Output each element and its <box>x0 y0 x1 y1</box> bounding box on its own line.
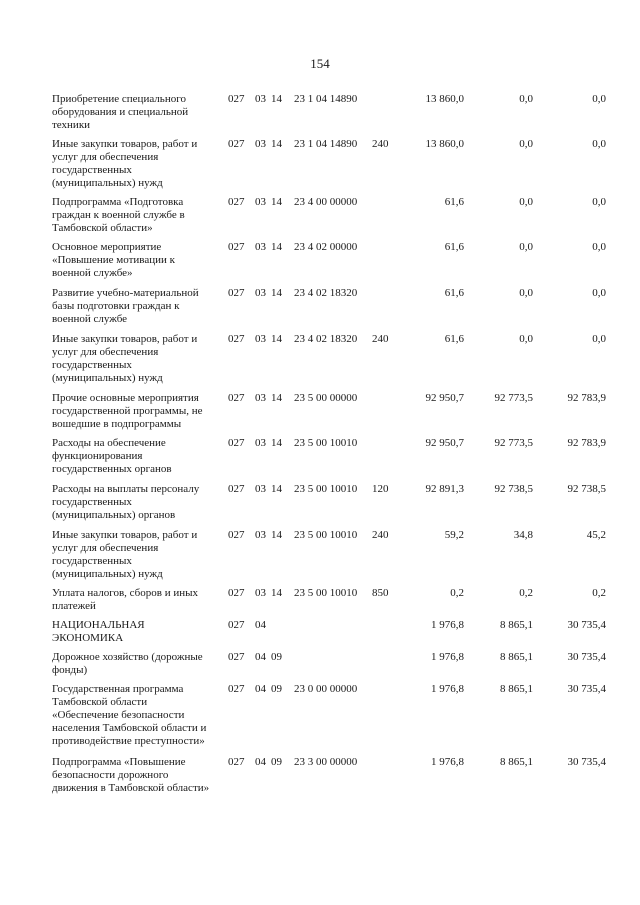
row-value-2: 8 865,1 <box>500 683 533 695</box>
row-section-code: 03 <box>255 437 266 449</box>
row-ved-code: 027 <box>228 587 245 599</box>
row-ved-code: 027 <box>228 619 245 631</box>
row-value-3: 0,0 <box>592 196 606 208</box>
row-expense-type: 850 <box>372 587 389 599</box>
row-subsection-code: 14 <box>271 93 282 105</box>
row-target-article: 23 4 02 18320 <box>294 287 358 299</box>
row-subsection-code: 14 <box>271 587 282 599</box>
row-value-1: 1 976,8 <box>431 756 464 768</box>
row-value-2: 92 773,5 <box>494 392 533 404</box>
row-subsection-code: 09 <box>271 756 282 768</box>
row-section-code: 04 <box>255 756 266 768</box>
row-target-article: 23 5 00 10010 <box>294 587 358 599</box>
row-section-code: 03 <box>255 392 266 404</box>
row-value-1: 92 950,7 <box>425 392 464 404</box>
row-value-3: 0,0 <box>592 333 606 345</box>
row-value-2: 0,0 <box>519 241 533 253</box>
row-value-1: 92 891,3 <box>425 483 464 495</box>
row-ved-code: 027 <box>228 93 245 105</box>
row-value-1: 1 976,8 <box>431 619 464 631</box>
row-subsection-code: 14 <box>271 437 282 449</box>
row-value-3: 30 735,4 <box>567 756 606 768</box>
row-value-1: 59,2 <box>444 529 464 541</box>
row-target-article: 23 1 04 14890 <box>294 93 358 105</box>
row-value-2: 92 738,5 <box>494 483 533 495</box>
row-name: Дорожное хозяйство (дорожные фонды) <box>52 651 203 676</box>
row-value-3: 92 738,5 <box>567 483 606 495</box>
row-expense-type: 120 <box>372 483 389 495</box>
row-value-3: 0,2 <box>592 587 606 599</box>
row-subsection-code: 14 <box>271 529 282 541</box>
row-value-1: 13 860,0 <box>425 93 464 105</box>
row-target-article: 23 5 00 00000 <box>294 392 358 404</box>
row-ved-code: 027 <box>228 483 245 495</box>
row-value-1: 61,6 <box>444 333 464 345</box>
row-section-code: 03 <box>255 138 266 150</box>
row-target-article: 23 1 04 14890 <box>294 138 358 150</box>
row-section-code: 03 <box>255 93 266 105</box>
row-subsection-code: 09 <box>271 683 282 695</box>
row-subsection-code: 09 <box>271 651 282 663</box>
row-value-2: 92 773,5 <box>494 437 533 449</box>
row-value-1: 61,6 <box>444 287 464 299</box>
row-name: Приобретение специального оборудования и специальной техники <box>52 93 189 131</box>
row-value-2: 8 865,1 <box>500 756 533 768</box>
row-subsection-code: 14 <box>271 241 282 253</box>
row-value-3: 0,0 <box>592 93 606 105</box>
row-expense-type: 240 <box>372 529 389 541</box>
row-section-code: 04 <box>255 683 266 695</box>
row-target-article: 23 3 00 00000 <box>294 756 358 768</box>
row-value-3: 45,2 <box>586 529 606 541</box>
row-subsection-code: 14 <box>271 196 282 208</box>
row-ved-code: 027 <box>228 333 245 345</box>
row-value-2: 0,0 <box>519 138 533 150</box>
row-target-article: 23 4 00 00000 <box>294 196 358 208</box>
row-target-article: 23 0 00 00000 <box>294 683 358 695</box>
row-value-1: 1 976,8 <box>431 683 464 695</box>
row-name: Основное мероприятие «Повышение мотивации к военной службе» <box>52 241 175 279</box>
row-name: Подпрограмма «Подготовка граждан к военной службе в Тамбовской области» <box>52 196 185 234</box>
row-name: Иные закупки товаров, работ и услуг для обеспечения государственных (муниципальных) нужд <box>52 138 198 189</box>
row-name: НАЦИОНАЛЬНАЯ ЭКОНОМИКА <box>52 619 145 644</box>
row-ved-code: 027 <box>228 651 245 663</box>
row-value-3: 0,0 <box>592 138 606 150</box>
row-ved-code: 027 <box>228 196 245 208</box>
row-expense-type: 240 <box>372 333 389 345</box>
row-value-3: 92 783,9 <box>567 437 606 449</box>
page-number: 154 <box>310 56 330 71</box>
row-subsection-code: 14 <box>271 138 282 150</box>
row-name: Расходы на обеспечение функционирования государственных органов <box>52 437 172 475</box>
row-value-2: 0,0 <box>519 93 533 105</box>
row-target-article: 23 4 02 00000 <box>294 241 358 253</box>
row-target-article: 23 5 00 10010 <box>294 529 358 541</box>
row-value-3: 30 735,4 <box>567 651 606 663</box>
row-value-2: 0,0 <box>519 196 533 208</box>
row-ved-code: 027 <box>228 437 245 449</box>
row-ved-code: 027 <box>228 529 245 541</box>
row-target-article: 23 5 00 10010 <box>294 483 358 495</box>
row-target-article: 23 5 00 10010 <box>294 437 358 449</box>
row-value-2: 8 865,1 <box>500 651 533 663</box>
row-ved-code: 027 <box>228 756 245 768</box>
row-value-3: 0,0 <box>592 241 606 253</box>
row-value-1: 61,6 <box>444 196 464 208</box>
row-ved-code: 027 <box>228 683 245 695</box>
row-value-2: 0,2 <box>519 587 533 599</box>
row-name: Иные закупки товаров, работ и услуг для обеспечения государственных (муниципальных) нужд <box>52 333 198 384</box>
row-ved-code: 027 <box>228 138 245 150</box>
row-section-code: 03 <box>255 587 266 599</box>
row-section-code: 03 <box>255 196 266 208</box>
row-target-article: 23 4 02 18320 <box>294 333 358 345</box>
row-name: Развитие учебно-материальной базы подготовки граждан к военной службе <box>52 287 199 325</box>
row-value-3: 0,0 <box>592 287 606 299</box>
row-value-2: 0,0 <box>519 287 533 299</box>
row-section-code: 03 <box>255 529 266 541</box>
row-section-code: 03 <box>255 241 266 253</box>
row-subsection-code: 14 <box>271 392 282 404</box>
row-subsection-code: 14 <box>271 333 282 345</box>
row-value-1: 0,2 <box>450 587 464 599</box>
row-section-code: 03 <box>255 287 266 299</box>
row-value-3: 30 735,4 <box>567 619 606 631</box>
row-value-1: 13 860,0 <box>425 138 464 150</box>
row-subsection-code: 14 <box>271 287 282 299</box>
row-value-2: 0,0 <box>519 333 533 345</box>
row-name: Государственная программа Тамбовской области «Обеспечение безопасности населения Тамбовской области и противодействие преступности» <box>52 683 207 747</box>
row-value-2: 8 865,1 <box>500 619 533 631</box>
row-ved-code: 027 <box>228 392 245 404</box>
row-name: Расходы на выплаты персоналу государственных (муниципальных) органов <box>52 483 200 521</box>
row-section-code: 03 <box>255 483 266 495</box>
row-value-1: 92 950,7 <box>425 437 464 449</box>
row-name: Прочие основные мероприятия государственной программы, не вошедшие в подпрограммы <box>52 392 203 430</box>
row-value-3: 92 783,9 <box>567 392 606 404</box>
row-section-code: 04 <box>255 651 266 663</box>
row-name: Иные закупки товаров, работ и услуг для обеспечения государственных (муниципальных) нужд <box>52 529 198 580</box>
row-name: Подпрограмма «Повышение безопасности дорожного движения в Тамбовской области» <box>52 756 210 794</box>
row-value-1: 1 976,8 <box>431 651 464 663</box>
row-section-code: 04 <box>255 619 266 631</box>
row-subsection-code: 14 <box>271 483 282 495</box>
row-name: Уплата налогов, сборов и иных платежей <box>52 587 199 612</box>
row-ved-code: 027 <box>228 241 245 253</box>
row-expense-type: 240 <box>372 138 389 150</box>
row-value-2: 34,8 <box>513 529 533 541</box>
row-value-3: 30 735,4 <box>567 683 606 695</box>
row-ved-code: 027 <box>228 287 245 299</box>
row-section-code: 03 <box>255 333 266 345</box>
row-value-1: 61,6 <box>444 241 464 253</box>
